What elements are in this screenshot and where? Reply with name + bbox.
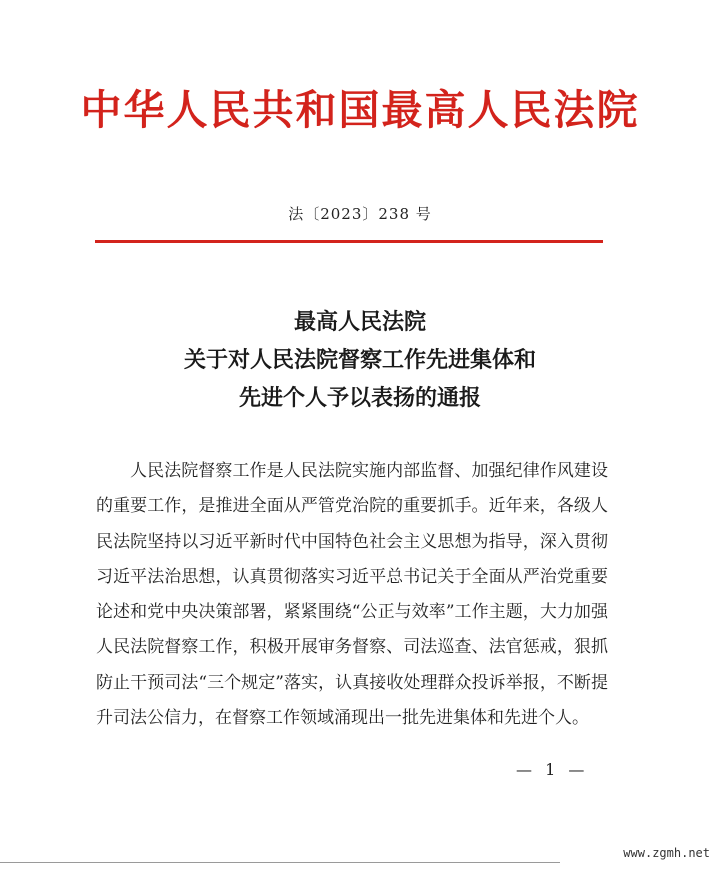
heading-line-3: 先进个人予以表扬的通报 (238, 385, 481, 411)
body-text (96, 454, 608, 736)
site-watermark: www.zgmh.net (623, 846, 710, 860)
issuing-authority-title: 中华人民共和国最高人民法院 (80, 86, 640, 134)
body-paragraph: 人民法院督察工作是人民法院实施内部监督、加强纪律作风建设的重要工作，是推进全面从严管党治院的重要抓手。近年来，各级人民法院坚持以习近平新时代中国特色社会主义思想为指导，深入贯彻习近平法治思想，认真贯彻落实习近平总书记关于全面从严治党重要论述和党中央决策部署，紧紧围绕“公正与效率”工作主题，大力加强人民法院督察工作，积极开展审务督察、司法巡查、法官惩戒，狠抓防止干预司法“三个规定”落实，认真接收处理群众投诉举报，不断提升司法公信力，在督察工作领域涌现出一批先进集体和先进个人。 (96, 461, 608, 729)
heading-line-2: 关于对人民法院督察工作先进集体和 (183, 347, 536, 373)
document-number: 法〔2023〕238 号 (288, 205, 432, 223)
bottom-divider-line (0, 862, 560, 863)
heading-line-1: 最高人民法院 (293, 309, 426, 335)
red-divider-line (95, 240, 603, 243)
document-heading (0, 303, 720, 417)
page-number: — 1 — (516, 760, 589, 779)
